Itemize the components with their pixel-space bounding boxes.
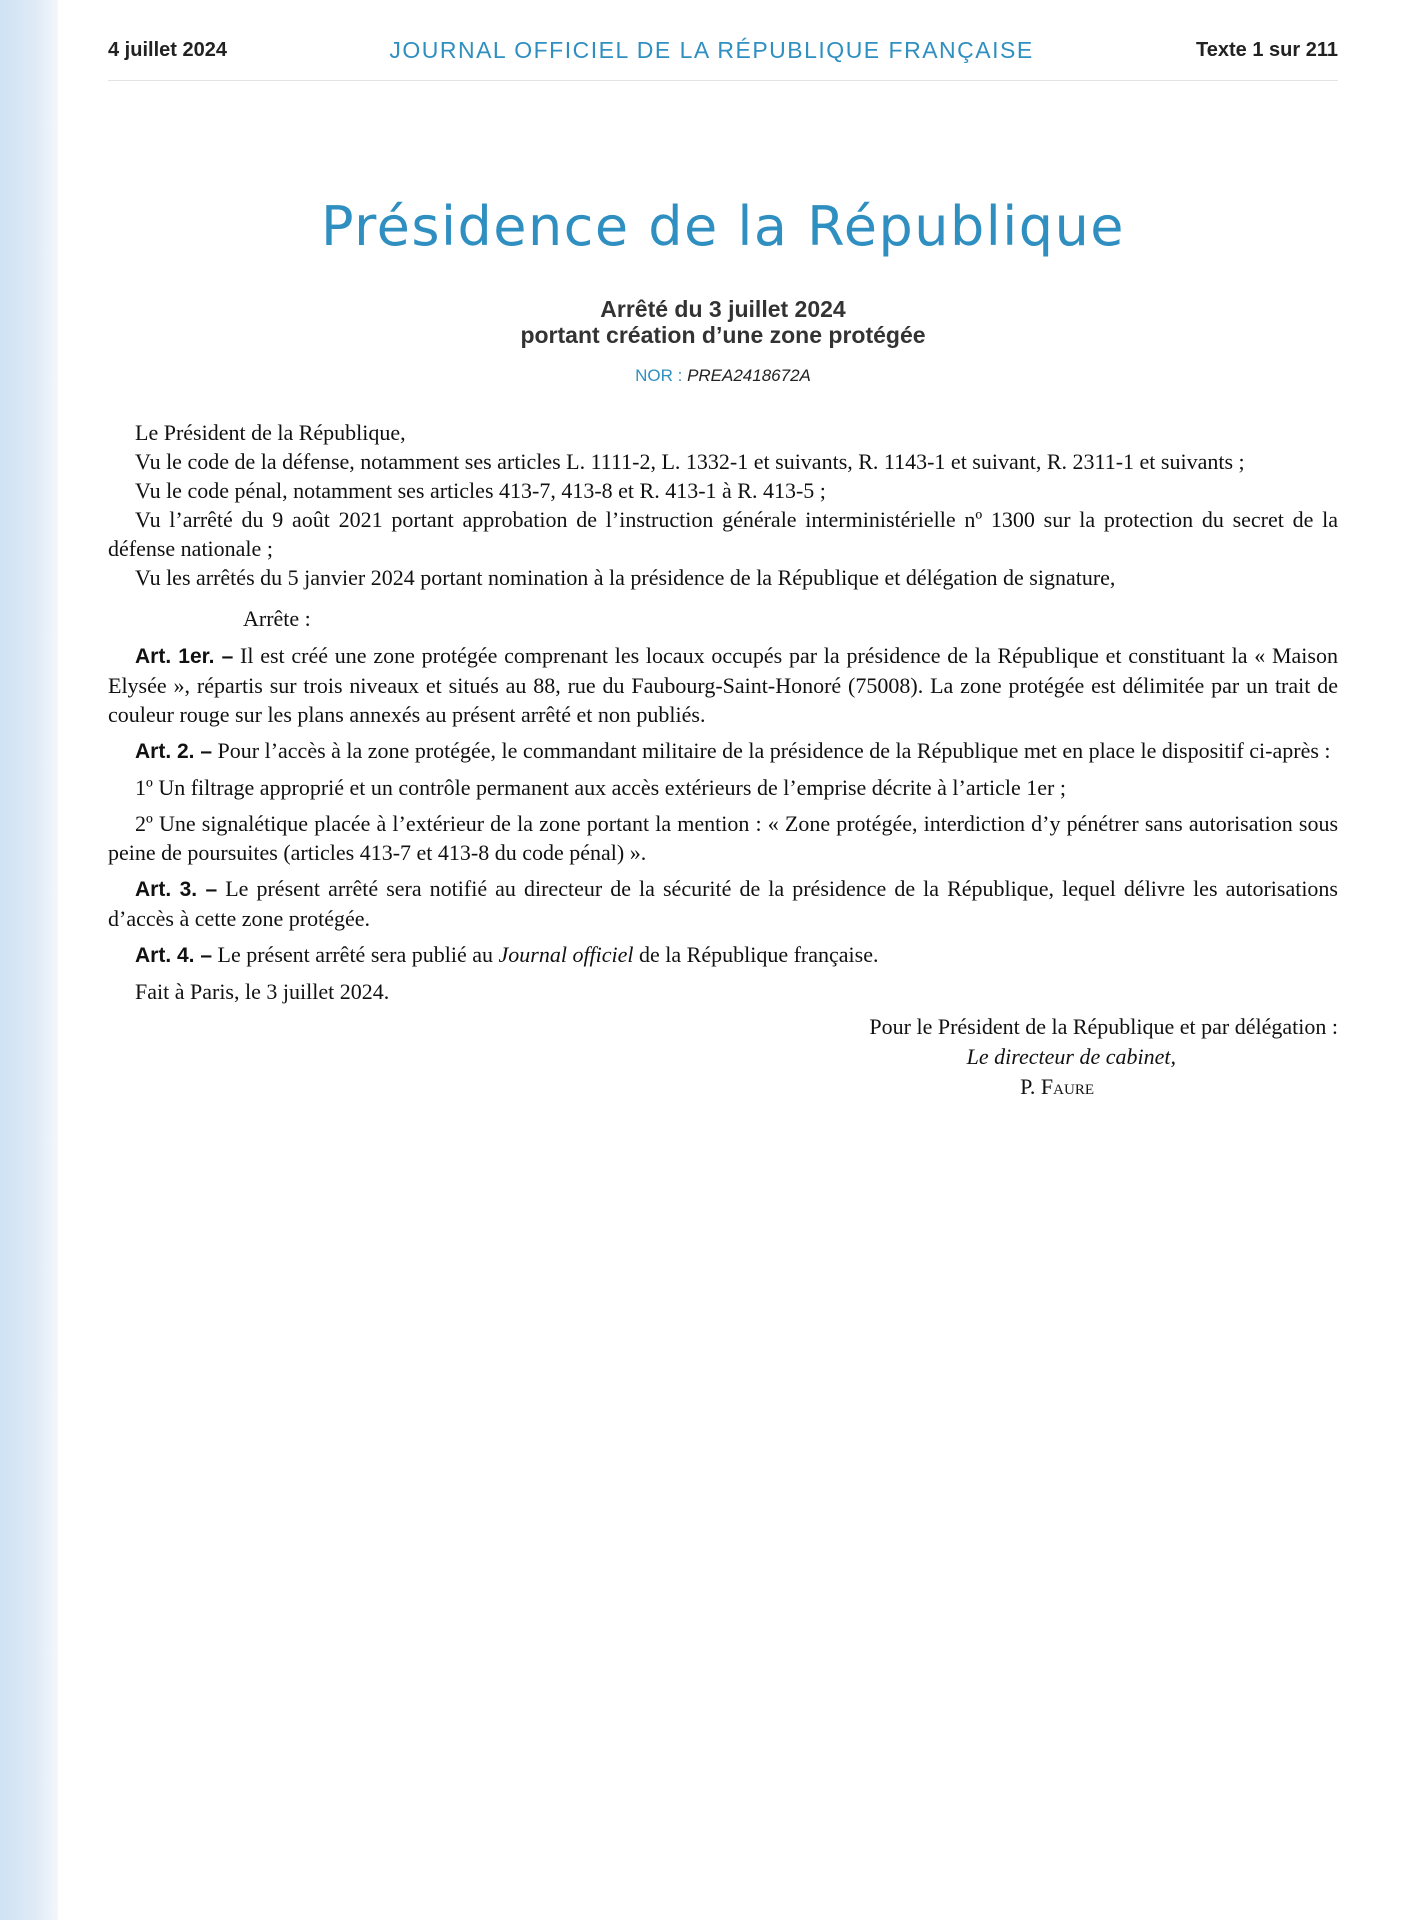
publication-date: 4 juillet 2024 bbox=[108, 38, 227, 61]
nor-value: PREA2418672A bbox=[687, 366, 811, 385]
signature-role: Le directeur de cabinet, bbox=[966, 1044, 1176, 1069]
nor-reference bbox=[58, 366, 1388, 386]
preamble-intro: Le Président de la République, bbox=[135, 420, 406, 445]
article-4 bbox=[108, 940, 1338, 970]
nor-label: NOR : bbox=[635, 366, 683, 385]
page-header bbox=[108, 30, 1338, 70]
article-2-label: Art. 2. – bbox=[135, 740, 213, 763]
document-body bbox=[108, 418, 1338, 1102]
article-4-text-before: Le présent arrêté sera publié au bbox=[217, 942, 493, 967]
article-2-text: Pour l’accès à la zone protégée, le commandant militaire de la présidence de la République met en place le dispositif ci-après : bbox=[217, 738, 1331, 763]
document-page bbox=[58, 0, 1427, 1920]
fait-a-paris: Fait à Paris, le 3 juillet 2024. bbox=[135, 979, 390, 1004]
signature-block bbox=[108, 1012, 1338, 1102]
signature-name: P. Faure bbox=[1020, 1074, 1094, 1099]
preamble-vu-4: Vu les arrêtés du 5 janvier 2024 portant nomination à la présidence de la République et délégation de signature, bbox=[135, 565, 1116, 590]
preamble-vu-3: Vu l’arrêté du 9 août 2021 portant approbation de l’instruction générale interministérielle nº 1300 sur la protection du secret de la défense nationale ; bbox=[108, 507, 1338, 561]
article-3-label: Art. 3. – bbox=[135, 878, 218, 901]
article-4-text-after: de la République française. bbox=[639, 942, 879, 967]
article-2 bbox=[108, 736, 1338, 766]
institution-heading: Présidence de la République bbox=[320, 195, 1126, 258]
header-divider bbox=[108, 80, 1338, 81]
left-page-shadow bbox=[0, 0, 58, 1920]
journal-title: JOURNAL OFFICIEL DE LA RÉPUBLIQUE FRANÇAISE bbox=[389, 36, 1034, 63]
article-2-item-2: 2º Une signalétique placée à l’extérieur de la zone portant la mention : « Zone protégée, interdiction d’y pénétrer sans autorisation sous peine de poursuites (articles 413-7 et 413-8 du code pénal) ». bbox=[108, 811, 1338, 865]
preamble-vu-1: Vu le code de la défense, notamment ses articles L. 1111-2, L. 1332-1 et suivants, R. 1143-1 et suivant, R. 2311-1 et suivants ; bbox=[135, 449, 1245, 474]
arrete-title bbox=[58, 296, 1388, 348]
preamble-vu-2: Vu le code pénal, notamment ses articles 413-7, 413-8 et R. 413-1 à R. 413-5 ; bbox=[135, 478, 826, 503]
arrete-title-line-1: Arrêté du 3 juillet 2024 bbox=[600, 296, 846, 322]
article-3 bbox=[108, 874, 1338, 933]
article-1-text: Il est créé une zone protégée comprenant les locaux occupés par la présidence de la République et constituant la « Maison Elysée », répartis sur trois niveaux et situés au 88, rue du Faubourg-Saint-Honoré (75008). La zone protégée est délimitée par un trait de couleur rouge sur les plans annexés au présent arrêté et non publiés. bbox=[108, 643, 1338, 727]
article-1-label: Art. 1er. – bbox=[135, 645, 234, 668]
arrete-decree: Arrête : bbox=[243, 606, 311, 631]
text-number: Texte 1 sur 211 bbox=[1196, 38, 1338, 61]
article-1 bbox=[108, 641, 1338, 729]
signature-delegation: Pour le Président de la République et par délégation : bbox=[869, 1014, 1338, 1039]
article-3-text: Le présent arrêté sera notifié au directeur de la sécurité de la présidence de la République, lequel délivre les autorisations d’accès à cette zone protégée. bbox=[108, 876, 1338, 931]
article-2-item-1: 1º Un filtrage approprié et un contrôle permanent aux accès extérieurs de l’emprise décrite à l’article 1er ; bbox=[135, 775, 1066, 800]
article-4-journal: Journal officiel bbox=[498, 942, 634, 967]
article-4-label: Art. 4. – bbox=[135, 944, 213, 967]
arrete-title-line-2: portant création d’une zone protégée bbox=[520, 322, 926, 348]
